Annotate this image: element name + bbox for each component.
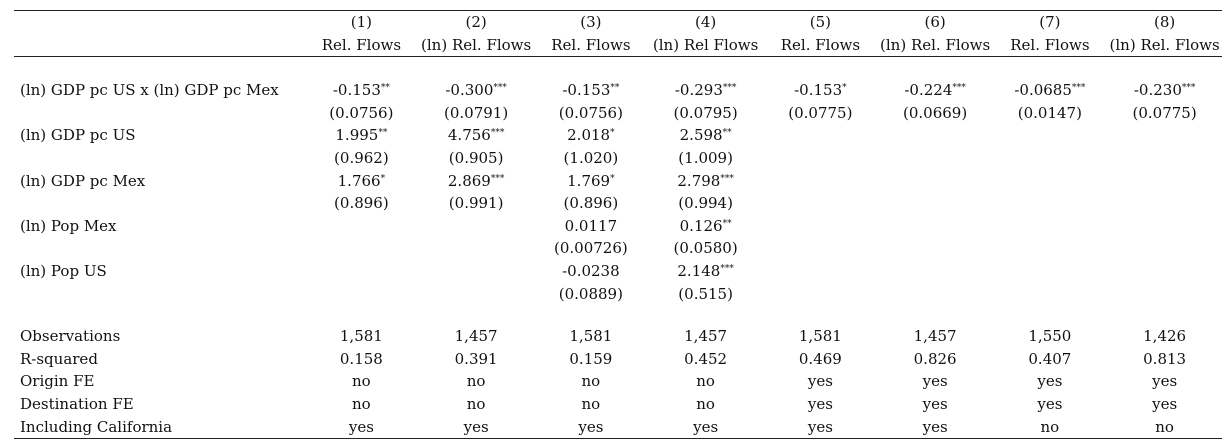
coefficient-cell — [648, 260, 763, 283]
coefficient-cell — [648, 170, 763, 193]
header-stub — [14, 11, 304, 34]
statistic-value: yes — [763, 416, 878, 439]
significance-stars: ** — [378, 128, 388, 139]
standard-error-row — [14, 283, 1222, 306]
label-stub — [14, 147, 304, 170]
statistic-value: yes — [1037, 372, 1063, 391]
variable-label: (ln) Pop US — [20, 261, 107, 280]
coefficient-value: -0.153 — [794, 81, 843, 100]
standard-error-row — [14, 237, 1222, 260]
coefficient-cell — [993, 124, 1108, 147]
spacer-cell — [419, 57, 534, 80]
statistic-value: 1,581 — [798, 327, 842, 346]
statistic-value: yes — [922, 394, 948, 413]
spacer-cell — [304, 305, 419, 325]
coefficient-cell — [534, 79, 649, 102]
statistic-value: no — [696, 372, 715, 391]
coefficient-value: -0.153 — [562, 81, 611, 100]
coefficient-value: 0.126 — [679, 216, 723, 235]
column-number: (5) — [763, 11, 878, 34]
standard-error-cell — [419, 283, 534, 306]
significance-stars: *** — [490, 173, 505, 184]
spacer-cell — [763, 305, 878, 325]
standard-error-cell — [1107, 283, 1222, 306]
statistic-value: 1,581 — [339, 327, 383, 346]
significance-stars: *** — [720, 263, 734, 274]
standard-error-row — [14, 192, 1222, 215]
coefficient-row — [14, 124, 1222, 147]
significance-stars: *** — [720, 173, 734, 184]
standard-error-cell — [1107, 192, 1222, 215]
statistic-value: yes — [304, 416, 419, 439]
coefficient-cell — [878, 215, 993, 238]
column-number: (7) — [993, 11, 1108, 34]
coefficient-cell — [648, 79, 763, 102]
coefficient-cell — [878, 260, 993, 283]
statistic-value: 0.407 — [1028, 349, 1072, 368]
standard-error-cell: (0.0756) — [558, 103, 623, 122]
coefficient-cell — [763, 124, 878, 147]
statistic-value: yes — [1152, 394, 1178, 413]
standard-error-cell — [1107, 147, 1222, 170]
standard-error-cell — [304, 237, 419, 260]
dependent-variable-label: Rel. Flows — [304, 34, 419, 57]
column-number: (1) — [304, 11, 419, 34]
coefficient-cell — [304, 124, 419, 147]
coefficient-cell — [534, 215, 649, 238]
variable-label: (ln) GDP pc US x (ln) GDP pc Mex — [20, 81, 279, 100]
statistic-value: 1,550 — [1028, 327, 1072, 346]
coefficient-cell — [419, 79, 534, 102]
standard-error-cell: (1.009) — [678, 148, 733, 167]
statistics-row — [14, 370, 1222, 393]
variable-label: (ln) Pop Mex — [20, 216, 117, 235]
standard-error-cell — [878, 283, 993, 306]
standard-error-cell — [993, 237, 1108, 260]
standard-error-cell — [304, 283, 419, 306]
significance-stars: *** — [952, 83, 966, 94]
coefficient-cell — [993, 79, 1108, 102]
coefficient-row — [14, 170, 1222, 193]
statistic-value: yes — [807, 372, 833, 391]
column-number: (3) — [534, 11, 649, 34]
statistic-value: no — [696, 394, 715, 413]
coefficient-value: -0.293 — [674, 81, 723, 100]
significance-stars: * — [842, 83, 847, 94]
statistics-row — [14, 393, 1222, 416]
coefficient-cell — [763, 79, 878, 102]
significance-stars: *** — [722, 83, 737, 94]
spacer-cell — [993, 57, 1108, 80]
coefficient-value: 2.869 — [447, 171, 491, 190]
spacer-cell — [648, 305, 763, 325]
spacer-cell — [14, 57, 304, 80]
coefficient-value: 2.018 — [567, 126, 611, 145]
standard-error-cell — [878, 237, 993, 260]
spacer-cell — [648, 57, 763, 80]
statistic-value: no — [352, 372, 371, 391]
standard-error-cell: (1.020) — [563, 148, 619, 167]
coefficient-cell — [763, 170, 878, 193]
coefficient-cell — [763, 215, 878, 238]
standard-error-cell: (0.0775) — [788, 103, 853, 122]
coefficient-cell — [1107, 79, 1222, 102]
significance-stars: ** — [610, 83, 620, 94]
spacer-cell — [763, 57, 878, 80]
coefficient-row — [14, 79, 1222, 102]
standard-error-cell: (0.0147) — [1017, 103, 1082, 122]
coefficient-cell — [534, 124, 649, 147]
coefficient-cell — [1107, 260, 1222, 283]
standard-error-cell — [419, 237, 534, 260]
dependent-variable-label: Rel. Flows — [763, 34, 878, 57]
coefficient-cell — [993, 215, 1108, 238]
spacer-cell — [878, 305, 993, 325]
statistic-label: Observations — [20, 327, 121, 346]
coefficient-value: 2.798 — [677, 171, 721, 190]
coefficient-cell — [878, 170, 993, 193]
coefficient-cell — [534, 260, 649, 283]
coefficient-cell — [304, 215, 419, 238]
statistic-value: no — [993, 416, 1108, 439]
coefficient-value: -0.0238 — [562, 261, 620, 280]
spacer-cell — [534, 305, 649, 325]
label-stub — [14, 237, 304, 260]
coefficient-value: -0.0685 — [1014, 81, 1072, 100]
standard-error-cell: (0.0580) — [673, 239, 738, 258]
standard-error-row — [14, 102, 1222, 125]
statistic-value: yes — [1037, 394, 1063, 413]
standard-error-cell — [993, 192, 1108, 215]
coefficient-cell — [763, 260, 878, 283]
coefficient-cell — [419, 215, 534, 238]
standard-error-row — [14, 147, 1222, 170]
coefficient-cell — [304, 79, 419, 102]
statistic-value: yes — [922, 372, 948, 391]
standard-error-cell: (0.0889) — [558, 284, 623, 303]
statistic-value: 0.159 — [569, 349, 613, 368]
standard-error-cell — [878, 192, 993, 215]
standard-error-cell: (0.896) — [563, 194, 619, 213]
significance-stars: *** — [1181, 83, 1196, 94]
standard-error-cell: (0.0795) — [673, 103, 738, 122]
dependent-variable-label: Rel. Flows — [993, 34, 1108, 57]
significance-stars: *** — [1071, 83, 1086, 94]
statistic-value: yes — [534, 416, 649, 439]
statistic-value: yes — [807, 394, 833, 413]
coefficient-value: 2.598 — [679, 126, 723, 145]
coefficient-value: -0.224 — [904, 81, 953, 100]
spacer-cell — [1107, 57, 1222, 80]
label-stub — [14, 192, 304, 215]
standard-error-cell: (0.0791) — [444, 103, 509, 122]
coefficient-value: 1.995 — [335, 126, 379, 145]
statistic-value: yes — [1152, 372, 1178, 391]
spacer-cell — [878, 57, 993, 80]
standard-error-cell: (0.515) — [678, 284, 733, 303]
standard-error-cell — [763, 237, 878, 260]
column-number-row — [14, 11, 1222, 34]
coefficient-cell — [1107, 170, 1222, 193]
coefficient-cell — [878, 124, 993, 147]
column-number: (4) — [648, 11, 763, 34]
spacer-row — [14, 57, 1222, 80]
statistic-value: 0.452 — [684, 349, 728, 368]
statistic-label: Origin FE — [20, 372, 95, 391]
coefficient-value: 1.766 — [337, 171, 381, 190]
coefficient-row — [14, 215, 1222, 238]
dependent-variable-label: Rel. Flows — [534, 34, 649, 57]
standard-error-cell — [993, 147, 1108, 170]
spacer-cell — [419, 305, 534, 325]
dependent-variable-label: (ln) Rel. Flows — [1107, 34, 1222, 57]
statistic-value: 0.391 — [454, 349, 498, 368]
significance-stars: ** — [722, 128, 732, 139]
statistic-label: Including California — [14, 416, 304, 439]
header-stub — [14, 34, 304, 57]
statistic-value: 1,457 — [684, 327, 728, 346]
statistic-value: 0.158 — [339, 349, 383, 368]
significance-stars: *** — [493, 83, 507, 94]
standard-error-cell — [763, 147, 878, 170]
spacer-cell — [1107, 305, 1222, 325]
dependent-variable-row — [14, 34, 1222, 57]
standard-error-cell: (0.0756) — [329, 103, 394, 122]
coefficient-cell — [304, 260, 419, 283]
coefficient-cell — [993, 260, 1108, 283]
significance-stars: * — [380, 173, 386, 184]
statistic-value: 0.813 — [1143, 349, 1187, 368]
spacer-cell — [993, 305, 1108, 325]
statistics-row — [14, 348, 1222, 371]
coefficient-cell — [878, 79, 993, 102]
coefficient-cell — [648, 124, 763, 147]
statistic-value: 1,457 — [454, 327, 498, 346]
coefficient-cell — [648, 215, 763, 238]
coefficient-value: -0.230 — [1133, 81, 1182, 100]
column-number: (2) — [419, 11, 534, 34]
standard-error-cell: (0.0669) — [903, 103, 968, 122]
coefficient-value: -0.300 — [445, 81, 494, 100]
statistic-label: Destination FE — [20, 394, 134, 413]
spacer-cell — [14, 305, 304, 325]
dependent-variable-label: (ln) Rel. Flows — [419, 34, 534, 57]
coefficient-cell — [993, 170, 1108, 193]
coefficient-cell — [419, 260, 534, 283]
variable-label: (ln) GDP pc Mex — [20, 171, 146, 190]
standard-error-cell: (0.00726) — [554, 239, 628, 258]
column-number: (6) — [878, 11, 993, 34]
standard-error-cell: (0.896) — [334, 194, 389, 213]
standard-error-cell: (0.0775) — [1132, 103, 1197, 122]
statistic-value: yes — [648, 416, 763, 439]
statistic-value: no — [581, 372, 601, 391]
coefficient-cell — [419, 170, 534, 193]
statistic-value: 0.469 — [798, 349, 842, 368]
coefficient-value: -0.153 — [332, 81, 381, 100]
statistic-value: no — [581, 394, 601, 413]
coefficient-cell — [419, 124, 534, 147]
label-stub — [14, 102, 304, 125]
standard-error-cell — [993, 283, 1108, 306]
statistics-row — [14, 325, 1222, 348]
coefficient-cell — [1107, 215, 1222, 238]
column-number: (8) — [1107, 11, 1222, 34]
coefficient-value: 1.769 — [567, 171, 611, 190]
statistic-value: no — [466, 394, 486, 413]
variable-label: (ln) GDP pc US — [20, 126, 136, 145]
standard-error-cell: (0.905) — [448, 148, 504, 167]
spacer-cell — [534, 57, 649, 80]
statistic-value: no — [466, 372, 486, 391]
standard-error-cell — [763, 283, 878, 306]
coefficient-cell — [304, 170, 419, 193]
standard-error-cell — [763, 192, 878, 215]
coefficient-cell — [1107, 124, 1222, 147]
coefficient-value: 4.756 — [447, 126, 491, 145]
statistic-value: 1,457 — [913, 327, 957, 346]
coefficient-row — [14, 260, 1222, 283]
spacer-row — [14, 305, 1222, 325]
significance-stars: ** — [722, 218, 732, 229]
spacer-cell — [304, 57, 419, 80]
standard-error-cell: (0.991) — [448, 194, 504, 213]
significance-stars: * — [610, 128, 615, 139]
coefficient-value: 2.148 — [677, 261, 721, 280]
statistic-value: 1,426 — [1143, 327, 1187, 346]
standard-error-cell: (0.962) — [334, 148, 389, 167]
statistic-value: no — [352, 394, 371, 413]
coefficient-cell — [534, 170, 649, 193]
statistic-label: R-squared — [20, 349, 98, 368]
dependent-variable-label: (ln) Rel Flows — [648, 34, 763, 57]
regression-table — [14, 10, 1222, 439]
table-body — [14, 57, 1222, 439]
dependent-variable-label: (ln) Rel. Flows — [878, 34, 993, 57]
label-stub — [14, 283, 304, 306]
standard-error-cell: (0.994) — [678, 194, 733, 213]
statistic-value: yes — [878, 416, 993, 439]
significance-stars: * — [610, 173, 615, 184]
statistic-value: no — [1107, 416, 1222, 439]
significance-stars: *** — [490, 128, 505, 139]
standard-error-cell — [878, 147, 993, 170]
statistic-value: 0.826 — [913, 349, 957, 368]
statistic-value: 1,581 — [569, 327, 613, 346]
coefficient-value: 0.0117 — [564, 216, 618, 235]
statistics-row — [14, 416, 1222, 439]
table-header — [14, 11, 1222, 57]
significance-stars: ** — [380, 83, 390, 94]
statistic-value: yes — [419, 416, 534, 439]
standard-error-cell — [1107, 237, 1222, 260]
